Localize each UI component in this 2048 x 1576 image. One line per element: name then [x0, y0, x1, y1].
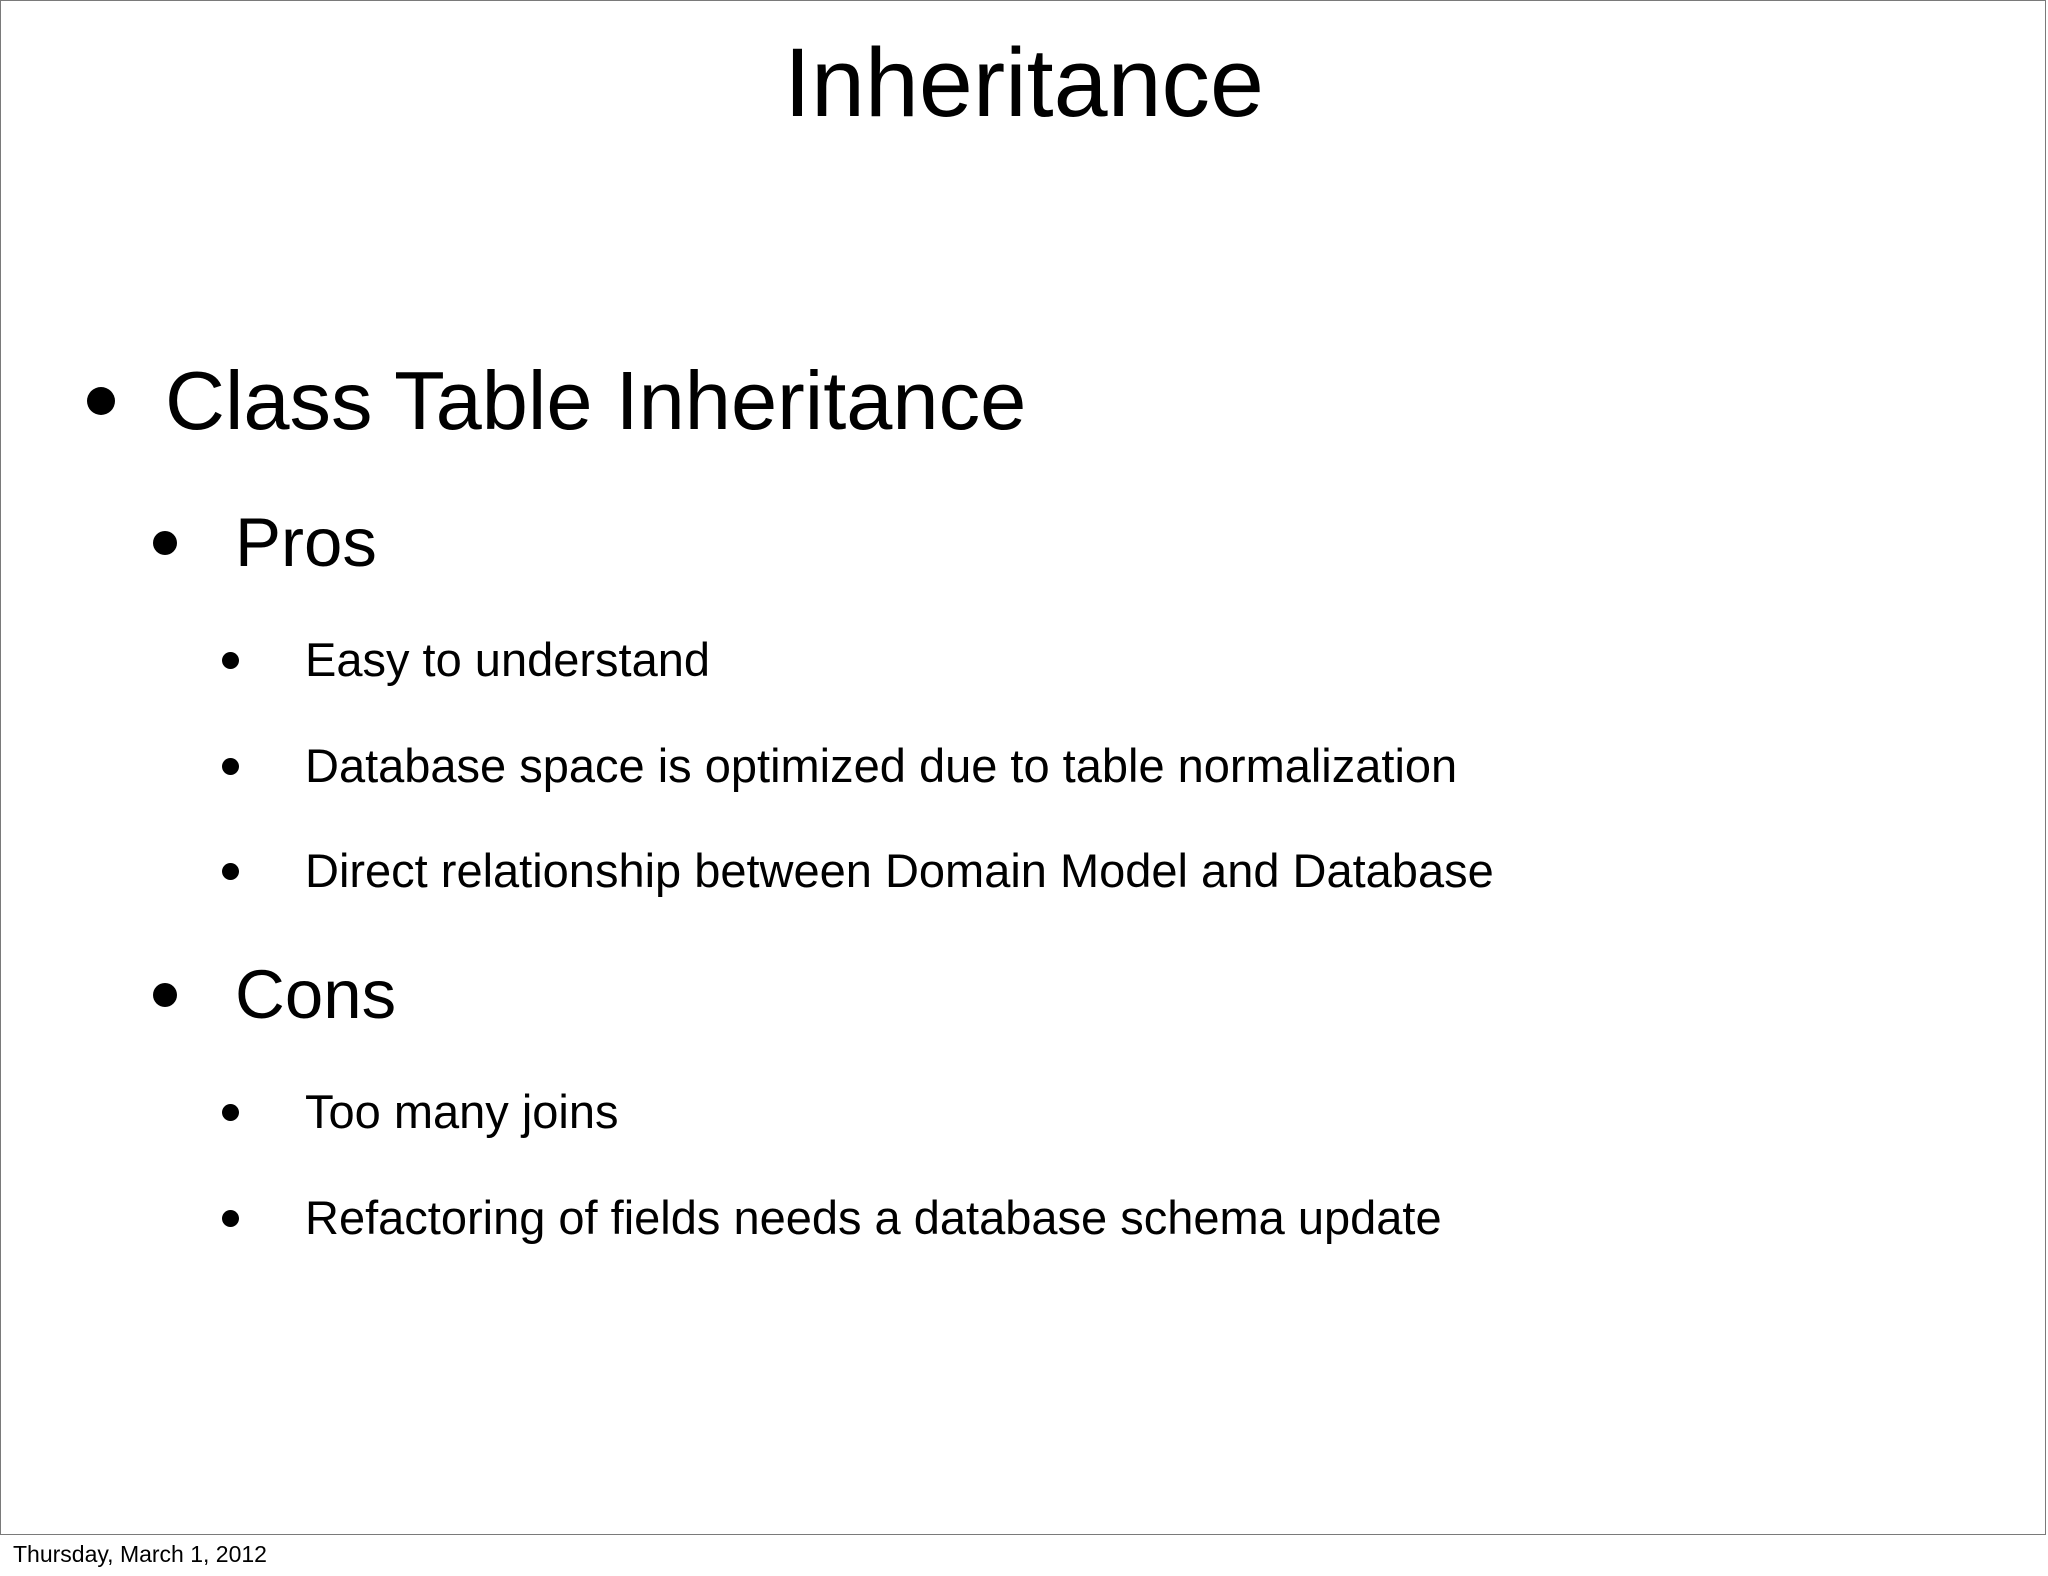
bullet-icon [87, 387, 115, 415]
bullet-pros-item: Database space is optimized due to table normalization [305, 739, 1458, 792]
bullet-icon [222, 1210, 239, 1227]
bullet-icon [222, 863, 239, 880]
bullet-icon [153, 531, 177, 555]
bullet-class-table-inheritance: Class Table Inheritance [165, 354, 1027, 447]
bullet-cons-item: Too many joins [305, 1085, 619, 1138]
bullet-cons: Cons [235, 956, 397, 1033]
bullet-icon [222, 652, 239, 669]
bullet-icon [153, 983, 177, 1007]
bullet-cons-item: Refactoring of fields needs a database schema update [305, 1191, 1442, 1244]
bullet-pros-item: Direct relationship between Domain Model and Database [305, 844, 1494, 897]
slide-title: Inheritance [784, 28, 1264, 137]
bullet-icon [222, 758, 239, 775]
bullet-pros: Pros [235, 504, 377, 581]
bullet-icon [222, 1104, 239, 1121]
bullet-pros-item: Easy to understand [305, 633, 710, 686]
footer-date: Thursday, March 1, 2012 [13, 1541, 267, 1567]
